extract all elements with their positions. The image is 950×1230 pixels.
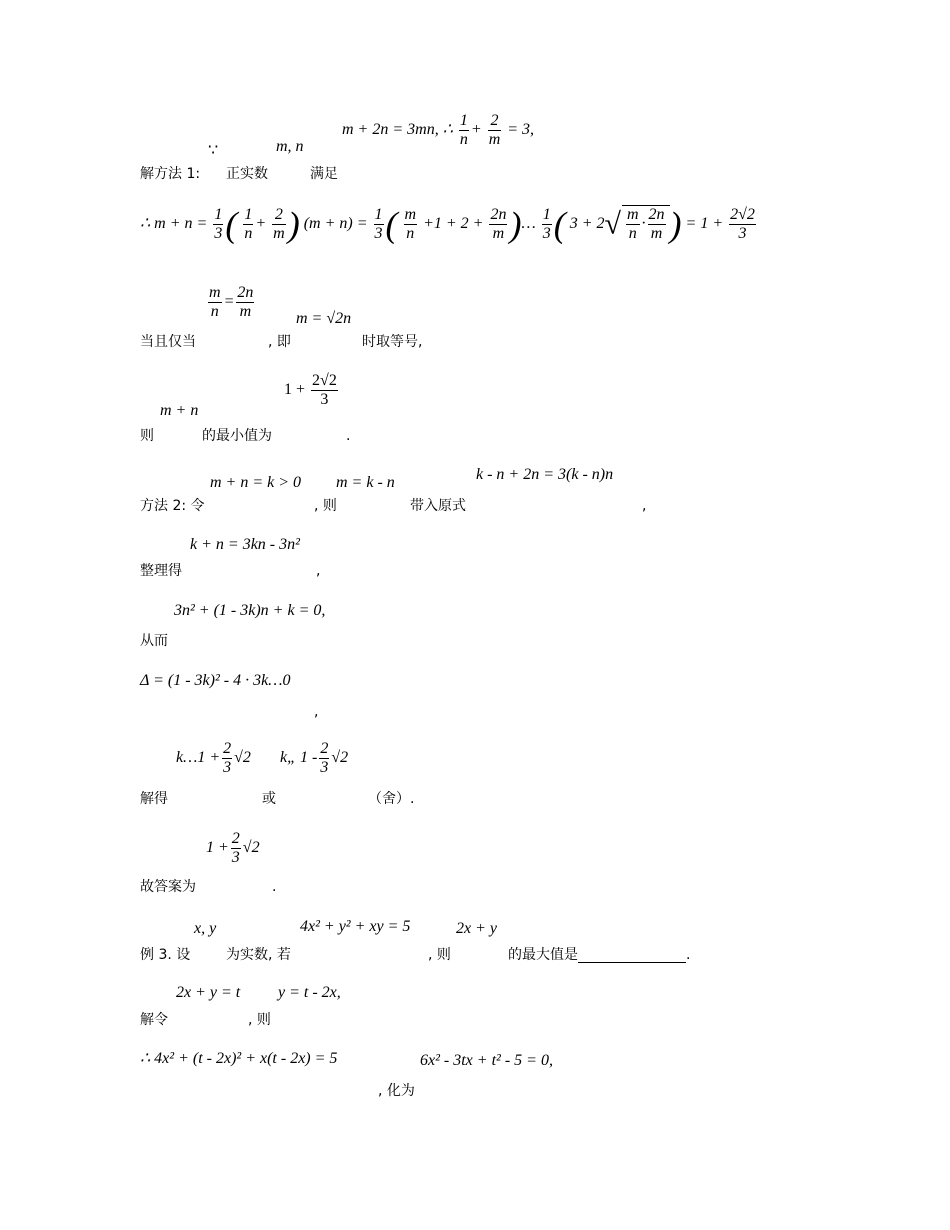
fraction-2n-over-m — [489, 206, 507, 243]
frac-num: 1 — [214, 206, 223, 223]
label-then: , 则 — [428, 947, 451, 963]
paren-close: ) — [669, 204, 682, 245]
frac-den: 3 — [231, 849, 240, 866]
label-period: . — [346, 428, 351, 444]
frac-den: 3 — [320, 391, 329, 408]
fraction-m-over-n — [404, 206, 418, 243]
label-comma: , — [642, 498, 647, 514]
math-m-equals-k-minus-n: m = k - n — [336, 474, 395, 491]
label-answer: 故答案为 — [140, 879, 196, 895]
math-xy: x, y — [194, 920, 217, 937]
math-min-value — [284, 372, 340, 409]
fraction-2n-over-m — [236, 284, 254, 321]
math-m-plus-n: m + n — [160, 402, 199, 419]
paren-open: ( — [225, 204, 238, 245]
frac-den: m — [239, 303, 252, 320]
frac-den: 3 — [320, 759, 329, 776]
frac-den: n — [459, 131, 468, 148]
frac-den: 3 — [374, 225, 383, 242]
fraction-2-over-3 — [222, 740, 232, 777]
period: . — [686, 947, 691, 963]
frac-den: n — [244, 225, 253, 242]
fraction-one-third — [213, 206, 223, 243]
math-answer — [206, 830, 260, 867]
because-symbol: ∵ — [208, 142, 219, 159]
label-simplify: , 化为 — [378, 1083, 415, 1099]
math-quadratic-in-x: 6x² - 3tx + t² - 5 = 0, — [420, 1052, 553, 1069]
label-then: 则 — [140, 428, 154, 444]
label-method2: 方法 2: 令 — [140, 498, 205, 514]
frac-den: 3 — [542, 225, 551, 242]
label-solution-let: 解令 — [140, 1012, 168, 1028]
math-let-k: m + n = k > 0 — [210, 474, 302, 491]
fraction-2-over-3 — [231, 830, 241, 867]
paren-open: ( — [385, 204, 398, 245]
math-y-expr: y = t - 2x, — [278, 984, 341, 1001]
fraction-2-over-m — [272, 206, 286, 243]
sqrt2: √2 — [331, 749, 349, 767]
frac-num: 2n — [237, 284, 254, 301]
label-then: , 则 — [248, 1012, 271, 1028]
label-real-if: 为实数, 若 — [226, 947, 291, 963]
frac-num: m — [404, 206, 417, 223]
fraction-2sqrt2-over-3 — [729, 206, 756, 243]
chain-lead: ∴ m + n = — [140, 215, 208, 233]
label-ie: , 即 — [268, 334, 291, 350]
label-satisfy: 满足 — [310, 166, 338, 182]
frac-num: 2 — [223, 740, 232, 757]
paren-close: ) — [509, 204, 522, 245]
math-quadratic-in-n: 3n² + (1 - 3k)n + k = 0, — [174, 602, 326, 619]
label-substitute: 带入原式 — [410, 498, 466, 514]
label-method1: 解方法 1: — [140, 166, 201, 182]
paren-open: ( — [553, 204, 566, 245]
fraction-m-over-n — [626, 206, 640, 243]
fraction-one-third — [542, 206, 552, 243]
math-substituted: k - n + 2n = 3(k - n)n — [476, 466, 614, 483]
fraction-2sqrt2-over-3 — [311, 372, 338, 409]
paren-close: ) — [287, 204, 300, 245]
frac-num: 2 — [320, 740, 329, 757]
math-substituted-constraint: ∴ 4x² + (t - 2x)² + x(t - 2x) = 5 — [140, 1050, 338, 1067]
math-target: 2x + y — [456, 920, 497, 937]
label-comma: , — [316, 563, 321, 579]
max-value-text: 的最大值是 — [508, 947, 578, 963]
frac-den: m — [488, 131, 501, 148]
math-constraint: 4x² + y² + xy = 5 — [300, 918, 411, 935]
label-comma: , — [314, 704, 319, 720]
frac-den: m — [492, 225, 505, 242]
frac-num: 2 — [272, 206, 286, 225]
label-thus: 从而 — [140, 633, 168, 649]
math-k-leq — [280, 740, 348, 777]
fraction-1-over-n — [243, 206, 253, 243]
frac-num: 1 — [374, 206, 383, 223]
frac-den: 3 — [214, 225, 223, 242]
condition-eq: m + 2n = 3mn, ∴ — [342, 121, 453, 139]
radical-sign: √ — [604, 207, 621, 241]
frac-num: 2n — [648, 206, 665, 223]
one-plus: 1 + — [284, 381, 306, 399]
math-discriminant: Δ = (1 - 3k)² - 4 · 3k…0 — [140, 672, 291, 689]
math-vars-mn: m, n — [276, 138, 304, 155]
chain-mid2: +1 + 2 + — [423, 215, 484, 233]
sqrt2: √2 — [234, 749, 251, 767]
sqrt2: √2 — [242, 839, 260, 857]
fraction-2-over-3 — [319, 740, 329, 777]
label-min-value: 的最小值为 — [202, 428, 272, 444]
eq-sign: = — [223, 293, 235, 311]
math-m-equals-sqrt2n: m = √2n — [296, 310, 352, 327]
fraction-2n-over-m — [648, 206, 666, 243]
label-positive-reals: 正实数 — [226, 166, 268, 182]
label-example3: 例 3. 设 — [140, 947, 191, 963]
frac-den: n — [210, 303, 219, 320]
frac-num: 1 — [244, 206, 253, 223]
label-max-value — [508, 947, 690, 963]
fraction-2-over-m — [488, 112, 502, 149]
frac-num: 1 — [542, 206, 551, 223]
frac-num: 1 — [459, 112, 468, 129]
frac-den: m — [650, 225, 663, 242]
radical-body — [622, 205, 670, 243]
frac-num: m — [209, 284, 221, 301]
label-iff: 当且仅当 — [140, 334, 196, 350]
chain-end: = 1 + — [685, 215, 724, 233]
frac-num: m — [626, 206, 639, 223]
frac-den: 3 — [738, 225, 747, 242]
frac-num: 2n — [490, 206, 507, 223]
chain-three-plus: 3 + 2 — [569, 215, 605, 233]
fraction-1-over-n — [459, 112, 469, 149]
answer-lead: 1 + — [206, 839, 229, 857]
label-equality-holds: 时取等号, — [362, 334, 423, 350]
condition-tail: = 3, — [507, 121, 535, 139]
math-let-t: 2x + y = t — [176, 984, 241, 1001]
math-rearranged: k + n = 3kn - 3n² — [190, 536, 300, 553]
frac-den: n — [628, 225, 637, 242]
label-rearrange: 整理得 — [140, 563, 182, 579]
label-then: , 则 — [314, 498, 337, 514]
math-inequality-chain: ∴ m + n = $\frac{1}{3}$ ( $\frac{1}{n}$ + $\frac{2}{m}$ ) (m + n) = $\frac{1}{3}$ ( $\frac{m}{n}$ +1 + 2 + $\frac{2n}{m}$ )… $\frac{1}{3}$ ( 3 + 2√ $\frac{m}{n}$ · $\frac{2n}{m}$ ) = 1 + $\frac{2√2}{3}$ — [140, 204, 755, 245]
frac-den: n — [406, 225, 415, 242]
frac-den: 3 — [223, 759, 232, 776]
answer-blank — [578, 948, 686, 963]
k-leq-lead: k„ 1 - — [280, 749, 318, 767]
chain-dot: · — [641, 215, 646, 233]
k-geq-lead: k…1 + — [176, 749, 221, 767]
label-discard: （舍）. — [368, 791, 415, 807]
frac-den: m — [273, 225, 285, 242]
chain-mid1: (m + n) = — [303, 215, 368, 233]
frac-num: 2√2 — [730, 206, 755, 223]
fraction-m-over-n — [208, 284, 222, 321]
math-equality-condition — [206, 284, 256, 321]
frac-num: 2 — [231, 830, 240, 847]
label-period: . — [272, 879, 277, 895]
math-k-geq — [176, 740, 251, 777]
label-or: 或 — [262, 791, 276, 807]
chain-dots: … — [521, 215, 536, 233]
math-condition: m + 2n = 3mn, ∴ $\frac{1}{n}$ + $\frac{2}{m}$ = 3, — [342, 112, 535, 148]
frac-num: 2√2 — [312, 372, 337, 389]
label-solve: 解得 — [140, 791, 168, 807]
frac-num: 2 — [488, 112, 502, 131]
fraction-one-third — [374, 206, 384, 243]
